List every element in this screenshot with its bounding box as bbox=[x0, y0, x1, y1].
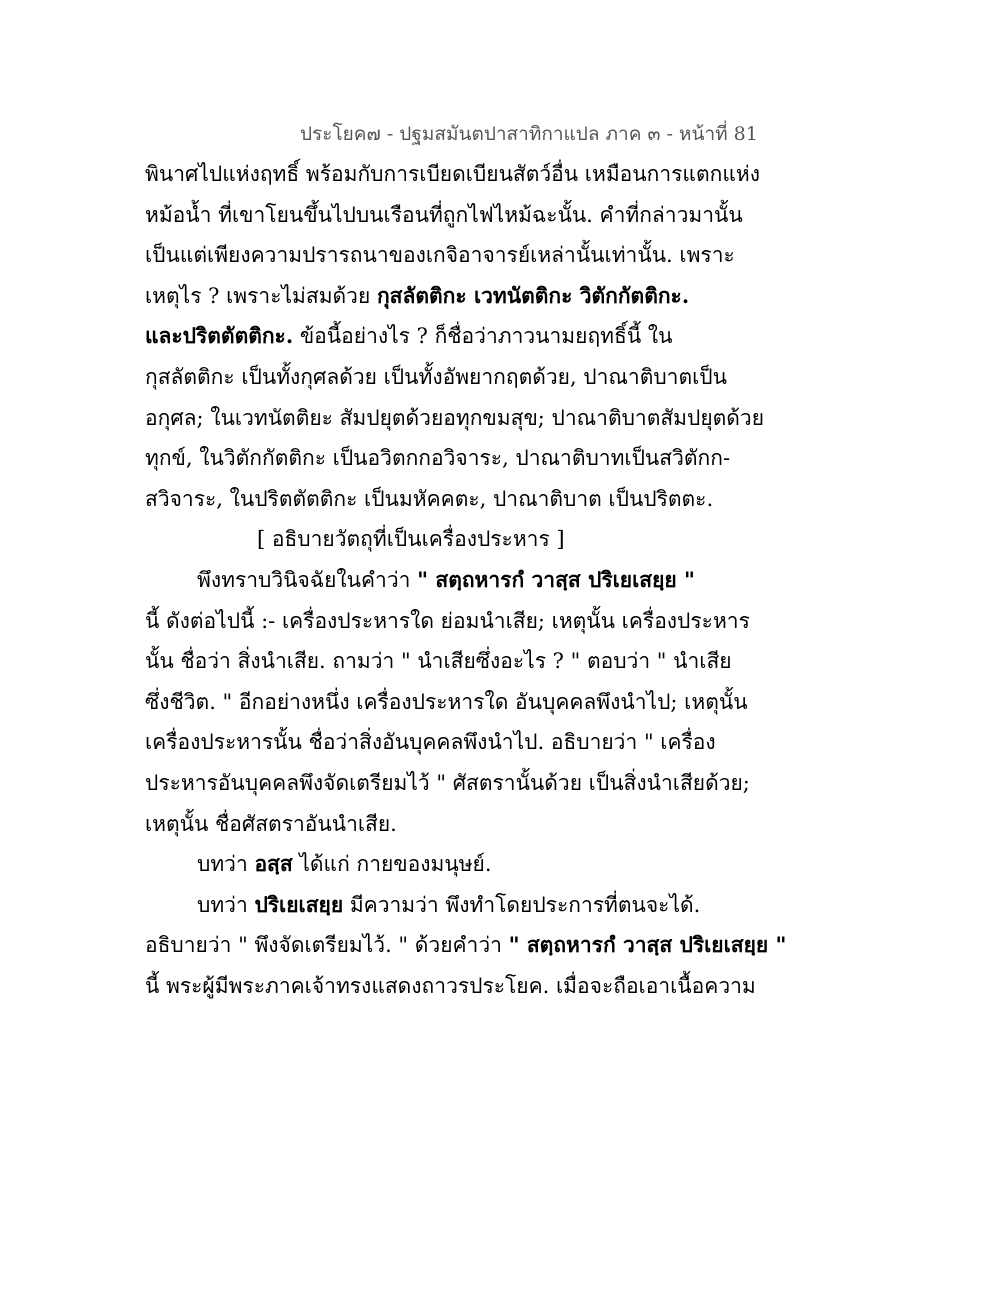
paragraph-line bbox=[145, 844, 745, 885]
bold-pali-quote: " สตฺถหารกํ วาสฺส ปริเยเสยฺย " bbox=[508, 932, 787, 958]
paragraph-line: กุสลัตติกะ เป็นทั้งกุศลด้วย เป็นทั้งอัพยากฤตด้วย, ปาณาติบาตเป็น bbox=[145, 364, 727, 389]
paragraph-line: นั้น ชื่อว่า สิ่งนำเสีย. ถามว่า " นำเสียซึ่งอะไร ? " ตอบว่า " นำเสีย bbox=[145, 649, 732, 674]
paragraph-line bbox=[145, 316, 745, 357]
bold-term: กุสลัตติกะ เวทนัตติกะ วิตักกัตติกะ. bbox=[376, 282, 690, 308]
paragraph-line: เหตุนั้น ชื่อศัสตราอันนำเสีย. bbox=[145, 811, 397, 836]
paragraph-line bbox=[145, 560, 745, 601]
paragraph-line: ซึ่งชีวิต. " อีกอย่างหนึ่ง เครื่องประหารใด อันบุคคลพึงนำไป; เหตุนั้น bbox=[145, 689, 748, 714]
bold-term: อสฺส bbox=[254, 851, 293, 877]
bold-term: ปริเยเสยฺย bbox=[254, 891, 344, 917]
paragraph-line: นี้ พระผู้มีพระภาคเจ้าทรงแสดงถาวรประโยค. เมื่อจะถือเอาเนื้อความ bbox=[145, 973, 756, 998]
body-text bbox=[145, 154, 787, 1006]
paragraph-line: นี้ ดังต่อไปนี้ :- เครื่องประหารใด ย่อมนำเสีย; เหตุนั้น เครื่องประหาร bbox=[145, 608, 750, 633]
bold-term: และปริตตัตติกะ. bbox=[145, 323, 294, 349]
paragraph-line: สวิจาระ, ในปริตตัตติกะ เป็นมหัคคตะ, ปาณาติบาต เป็นปริตตะ. bbox=[145, 486, 714, 511]
plain-text: พึงทราบวินิจฉัยในคำว่า bbox=[197, 567, 418, 592]
section-heading: [ อธิบายวัตถุที่เป็นเครื่องประหาร ] bbox=[257, 527, 565, 552]
plain-text: บทว่า bbox=[197, 852, 255, 877]
plain-text: ข้อนี้อย่างไร ? ก็ชื่อว่าภาวนามยฤทธิ์นี้ ใน bbox=[293, 324, 673, 349]
plain-text: บทว่า bbox=[197, 892, 255, 917]
plain-text: เหตุไร ? เพราะไม่สมด้วย bbox=[145, 283, 377, 308]
paragraph-line: พินาศไปแห่งฤทธิ์ พร้อมกับการเบียดเบียนสัตว์อื่น เหมือนการแตกแห่ง bbox=[145, 162, 760, 186]
plain-text: ได้แก่ กายของมนุษย์. bbox=[292, 852, 492, 877]
paragraph-line bbox=[145, 276, 745, 317]
paragraph-line: อกุศล; ในเวทนัตติยะ สัมปยุตด้วยอทุกขมสุข; ปาณาติบาตสัมปยุตด้วย bbox=[145, 405, 765, 430]
paragraph-line: เครื่องประหารนั้น ชื่อว่าสิ่งอันบุคคลพึงนำไป. อธิบายว่า " เครื่อง bbox=[145, 730, 716, 755]
paragraph-line bbox=[145, 925, 787, 966]
running-header: ประโยค๗ - ปฐมสมันตปาสาทิกาแปล ภาค ๓ - หน้าที่ 81 bbox=[300, 123, 758, 145]
paragraph-line bbox=[145, 885, 745, 926]
bold-pali-quote: " สตฺถหารกํ วาสฺส ปริเยเสยฺย " bbox=[417, 566, 695, 592]
paragraph-line: หม้อน้ำ ที่เขาโยนขึ้นไปบนเรือนที่ถูกไฟไหม้ฉะนั้น. คำที่กล่าวมานั้น bbox=[145, 202, 743, 227]
paragraph-line: ประหารอันบุคคลพึงจัดเตรียมไว้ " ศัสตรานั้นด้วย เป็นสิ่งนำเสียด้วย; bbox=[145, 770, 750, 795]
plain-text: มีความว่า พึงทำโดยประการที่ตนจะได้. bbox=[343, 892, 701, 917]
paragraph-line: เป็นแต่เพียงความปรารถนาของเกจิอาจารย์เหล่านั้นเท่านั้น. เพราะ bbox=[145, 243, 735, 268]
plain-text: อธิบายว่า " พึงจัดเตรียมไว้. " ด้วยคำว่า bbox=[145, 933, 509, 958]
paragraph-line: ทุกข์, ในวิตักกัตติกะ เป็นอวิตกกอวิจาระ, ปาณาติบาทเป็นสวิตักก- bbox=[145, 446, 731, 471]
